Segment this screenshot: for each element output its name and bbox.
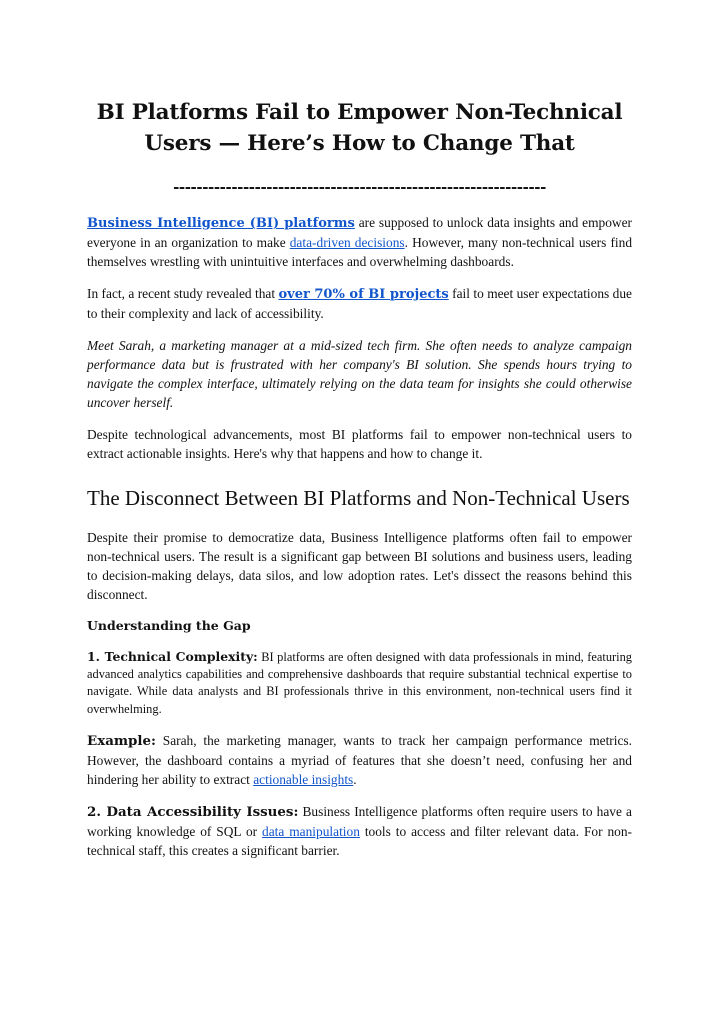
example-paragraph: [87, 731, 632, 789]
data-manipulation-link[interactable]: data manipulation: [262, 823, 360, 839]
data-driven-decisions-link[interactable]: data-driven decisions: [289, 235, 405, 250]
bi-platforms-link[interactable]: Business Intelligence (BI) platforms: [87, 216, 355, 231]
point-2-text-1: Business Intelligence platforms often require users to have a working knowledge of SQL or: [87, 803, 632, 839]
example-text-1: Sarah, the marketing manager, wants to track her campaign performance metrics. However, the dashboard contains a myriad of features that she doesn’t need, confusing her and hindering her ability to extract: [87, 732, 632, 787]
title-separator: ----------------------------------------------------------------: [173, 178, 546, 196]
fact-paragraph: [87, 284, 632, 323]
story-paragraph: Meet Sarah, a marketing manager at a mid-sized tech firm. She often needs to analyze campaign performance data but is frustrated with her company's BI solution. She spends hours trying to navigate the complex interface, ultimately relying on the data team for insights she could otherwise uncover herself.: [87, 338, 632, 410]
bi-projects-stat-link[interactable]: over 70% of BI projects: [278, 287, 449, 302]
intro-text-2: . However, many non-technical users find themselves wrestling with unintuitive interfaces and overwhelming dashboards.: [87, 235, 633, 269]
point-2-text-2: tools to access and filter relevant data. For non-technical staff, this creates a significant barrier.: [87, 823, 632, 858]
point-2-label: 2. Data Accessibility Issues:: [87, 803, 299, 820]
section-heading: The Disconnect Between BI Platforms and Non-Technical Users: [87, 486, 630, 510]
intro-paragraph: [87, 213, 632, 271]
fact-text-1: In fact, a recent study revealed that: [87, 286, 279, 301]
point-1-text: BI platforms are often designed with data professionals in mind, featuring advanced analytics capabilities and comprehensive dashboards that require substantial technical expertise to navigate. While data analysts and BI professionals thrive in this environment, non-technical users find it overwhelming.: [87, 650, 633, 716]
example-label: Example:: [87, 732, 156, 749]
point-2-paragraph: [87, 802, 632, 860]
point-1-paragraph: [87, 648, 632, 718]
point-1-label: 1. Technical Complexity:: [87, 649, 258, 664]
intro-text-1: are supposed to unlock data insights and empower everyone in an organization to make: [87, 215, 632, 250]
actionable-insights-link[interactable]: actionable insights: [253, 771, 354, 787]
fact-text-2: fail to meet user expectations due to their complexity and lack of accessibility.: [87, 286, 632, 321]
section-body: Despite their promise to democratize data, Business Intelligence platforms often fail to empower non-technical users. The result is a significant gap between BI solutions and business users, leading to decision-making delays, data silos, and low adoption rates. Let's dissect the reasons behind this disconnect.: [87, 530, 632, 602]
title-line-1: BI Platforms Fail to Empower Non-Technical: [96, 100, 623, 125]
despite-paragraph: Despite technological advancements, most BI platforms fail to empower non-technical users to extract actionable insights. Here's why that happens and how to change it.: [87, 427, 632, 461]
title-line-2: Users — Here’s How to Change That: [144, 131, 575, 156]
section-subheading: Understanding the Gap: [87, 618, 251, 633]
document-title: [87, 97, 632, 159]
document-page: [87, 0, 632, 860]
example-text-2: .: [353, 771, 357, 787]
